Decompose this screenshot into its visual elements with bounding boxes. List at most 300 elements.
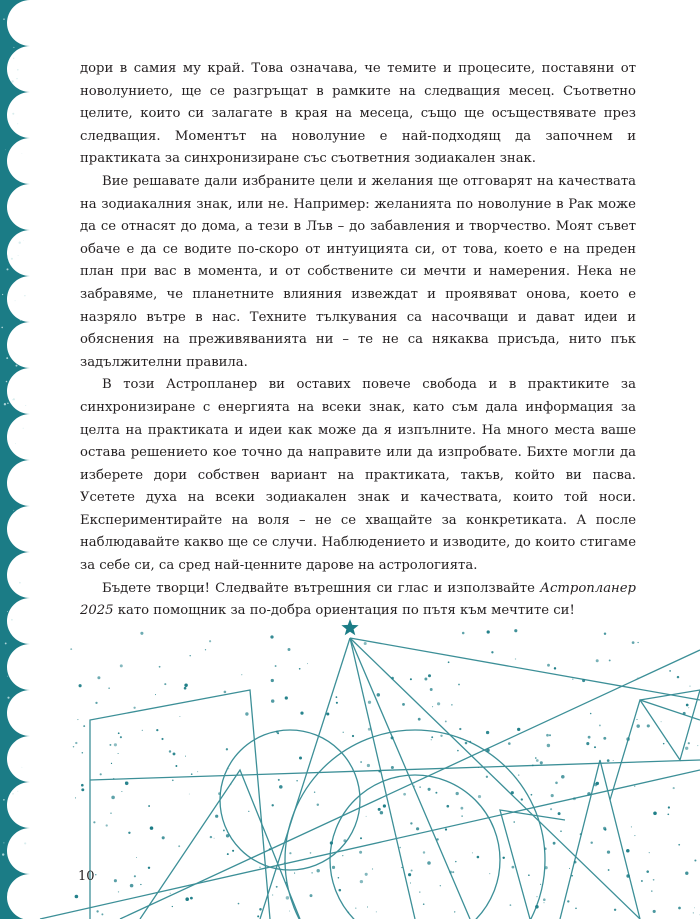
star-dot — [380, 811, 383, 814]
star-dot — [179, 716, 180, 717]
star-dot — [410, 882, 411, 883]
star-dot — [286, 896, 289, 899]
star-dot — [428, 788, 431, 791]
star-dot — [596, 659, 599, 662]
star-dot — [81, 788, 84, 791]
star-dot — [454, 911, 455, 912]
star-dot — [391, 736, 394, 739]
star-dot — [342, 855, 343, 856]
star-dot — [673, 787, 675, 789]
star-dot — [452, 871, 454, 873]
star-dot — [391, 766, 394, 769]
star-dot — [172, 779, 174, 781]
star-dot — [637, 677, 638, 678]
star-dot — [491, 651, 493, 653]
star-dot — [423, 851, 425, 853]
star-dot — [547, 664, 550, 667]
star-dot — [517, 728, 520, 731]
star-dot — [224, 691, 227, 694]
star-dot — [75, 895, 79, 899]
star-dot — [626, 737, 630, 741]
star-dot — [184, 683, 187, 686]
star-dot — [307, 663, 308, 664]
star-dot — [599, 724, 601, 726]
star-dot — [550, 808, 552, 810]
star-dot — [418, 718, 421, 721]
star-dot — [114, 743, 117, 746]
star-dot — [540, 884, 541, 885]
star-dot — [449, 871, 452, 874]
star-dot — [685, 872, 688, 875]
star-dot — [461, 807, 464, 810]
star-dot — [535, 757, 537, 759]
star-dot — [125, 782, 129, 786]
star-dot — [540, 761, 543, 764]
star-dot — [359, 851, 362, 854]
star-dot — [535, 905, 539, 909]
star-dot — [316, 869, 319, 872]
star-dot — [489, 873, 490, 874]
star-dot — [636, 724, 639, 727]
paragraph-4 — [80, 578, 636, 623]
star-dot — [653, 812, 657, 816]
paragraph-4-end: като помощник за по-добра ориентация по пътя към мечтите си! — [113, 603, 575, 619]
star-dot — [226, 834, 229, 837]
star-dot — [590, 713, 592, 715]
star-dot — [128, 832, 130, 834]
star-dot — [245, 712, 248, 715]
star-dot — [289, 852, 291, 854]
star-dot — [299, 757, 302, 760]
star-dot — [262, 835, 263, 836]
star-dot — [209, 640, 211, 642]
star-dot — [120, 736, 122, 738]
star-dot — [276, 886, 278, 888]
star-dot — [469, 741, 471, 743]
star-dot — [575, 908, 577, 910]
star-dot — [111, 763, 112, 764]
star-dot — [120, 664, 123, 667]
star-dot — [590, 841, 592, 843]
star-dot — [634, 835, 635, 836]
star-dot — [173, 752, 176, 755]
star-dot — [232, 850, 234, 852]
compass-constellation-icon — [40, 638, 700, 919]
star-dot — [106, 824, 108, 826]
star-dot — [571, 875, 573, 877]
star-dot — [93, 821, 95, 823]
star-dot — [569, 868, 570, 869]
ray-line — [350, 638, 640, 919]
star-dot — [155, 694, 156, 695]
star-dot — [170, 893, 171, 894]
star-dot — [118, 753, 119, 754]
star-dot — [572, 679, 573, 680]
star-dot — [338, 877, 340, 879]
star-dot — [574, 861, 577, 864]
star-dot — [582, 679, 585, 682]
star-dot — [609, 659, 611, 661]
star-dot — [284, 862, 286, 864]
star-dot — [596, 782, 599, 785]
star-dot — [604, 828, 606, 830]
star-dot — [514, 629, 517, 632]
ray-line — [350, 638, 700, 700]
star-dot — [189, 794, 190, 795]
star-dot — [314, 791, 315, 792]
book-title-emphasis: Астропланер 2025 — [80, 580, 636, 619]
star-dot — [448, 661, 450, 663]
star-dot — [75, 742, 77, 744]
star-dot — [184, 687, 187, 690]
star-dot — [510, 904, 512, 906]
star-dot — [113, 778, 114, 779]
triangle-shape — [560, 760, 640, 919]
star-dot — [549, 734, 551, 736]
star-dot — [402, 703, 405, 706]
star-dot — [518, 774, 519, 775]
star-dot — [226, 748, 228, 750]
star-dot — [185, 756, 186, 757]
star-dot — [632, 641, 635, 644]
star-dot — [372, 868, 373, 869]
star-dot — [164, 683, 166, 685]
star-dot — [445, 828, 447, 830]
star-dot — [408, 873, 411, 876]
star-dot — [666, 740, 668, 742]
star-dot — [653, 879, 655, 881]
star-dot — [410, 822, 412, 824]
star-dot — [543, 898, 546, 901]
star-dot — [172, 906, 173, 907]
star-dot — [437, 702, 440, 705]
star-dot — [142, 730, 143, 731]
paragraph-4-start: Бъдете творци! Следвайте вътрешния си глас и използвайте — [102, 580, 541, 596]
star-dot — [513, 821, 515, 823]
star-dot — [288, 648, 291, 651]
star-dot — [403, 793, 406, 796]
star-dot — [367, 907, 368, 908]
star-dot — [690, 686, 691, 687]
star-dot — [424, 678, 427, 681]
star-dot — [355, 908, 356, 909]
star-dot — [185, 897, 189, 901]
star-dot — [460, 738, 461, 739]
star-dot — [365, 873, 368, 876]
star-dot — [651, 890, 652, 891]
star-dot — [121, 791, 122, 792]
star-dot — [191, 773, 193, 775]
star-dot — [459, 728, 461, 730]
star-dot — [419, 786, 420, 787]
star-dot — [512, 866, 515, 869]
star-dot — [285, 696, 288, 699]
star-dot — [272, 804, 274, 806]
star-dot — [561, 775, 565, 779]
star-dot — [694, 907, 695, 908]
star-dot — [269, 848, 271, 850]
star-dot — [114, 879, 117, 882]
star-dot — [457, 750, 459, 752]
star-dot — [588, 736, 591, 739]
paragraph-2: Вие решавате дали избраните цели и желания ще отговарят на качествата на зодиакалния знак, или не. Например: желанията по новолуние в Рак може да се отнасят до дома, а тези в Лъв – до забавления и творчество. Моят съвет обаче е да се водите по-скоро от интуицията си, от това, което е на преден план при вас в момента, и от собствените си мечти и намерения. Нека не забравяме, че планетните влияния извеждат и проявяват онова, което е назряло вътре в нас. Техните тълкувания са насочващи и дават идеи и обяснения на преживяванията ни – те не са някаква присъда, нито пък задължителни правила. — [80, 173, 636, 370]
star-dot — [109, 744, 111, 746]
star-dot — [573, 797, 576, 800]
star-dot — [683, 712, 686, 715]
star-dot — [257, 915, 259, 917]
star-dot — [487, 630, 490, 633]
star-dot — [545, 866, 548, 869]
star-dot — [140, 632, 143, 635]
star-dot — [360, 837, 362, 839]
star-dot — [339, 889, 342, 892]
star-dot — [310, 852, 312, 854]
star-dot — [515, 658, 516, 659]
star-dot — [458, 684, 460, 686]
star-dot — [210, 836, 212, 838]
triangle-shape — [610, 700, 700, 800]
star-dot — [130, 884, 134, 888]
star-dot — [150, 826, 154, 830]
star-dot — [70, 648, 72, 650]
star-dot — [218, 792, 221, 795]
star-dot — [275, 665, 277, 667]
star-dot — [401, 867, 402, 868]
page-number: 10 — [78, 869, 95, 884]
compass-circle-inner — [330, 775, 500, 919]
star-dot — [646, 870, 649, 873]
star-dot — [638, 642, 639, 643]
star-dot — [416, 827, 419, 830]
star-dot — [685, 747, 688, 750]
star-dot — [77, 719, 78, 720]
star-dot — [136, 857, 137, 858]
star-dot — [215, 815, 218, 818]
star-dot — [462, 632, 465, 635]
star-dot — [653, 910, 656, 913]
star-dot — [271, 699, 274, 702]
star-dot — [431, 736, 433, 738]
star-dot — [294, 873, 295, 874]
star-dot — [608, 869, 610, 871]
star-dot — [626, 849, 630, 853]
star-dot — [647, 724, 650, 727]
star-dot — [419, 891, 420, 892]
star-dot — [159, 666, 161, 668]
star-dot — [688, 707, 689, 708]
star-dot — [693, 912, 694, 913]
star-dot — [688, 742, 690, 744]
star-dot — [544, 902, 545, 903]
star-dot — [376, 911, 377, 912]
body-text — [80, 58, 636, 623]
star-dot — [101, 913, 103, 915]
star-dot — [286, 882, 287, 883]
star-dot — [547, 744, 550, 747]
star-dot — [558, 812, 561, 815]
star-dot — [140, 884, 141, 885]
star-dot — [436, 838, 438, 840]
star-dot — [502, 857, 504, 859]
star-dot — [456, 792, 459, 795]
star-dot — [223, 829, 225, 831]
star-dot — [110, 812, 112, 814]
star-dot — [178, 845, 180, 847]
star-dot — [461, 815, 462, 816]
star-dot — [430, 688, 433, 691]
star-dot — [336, 702, 338, 704]
star-dot — [432, 706, 433, 707]
star-dot — [667, 813, 669, 815]
star-dot — [366, 816, 367, 817]
star-dot — [352, 735, 354, 737]
star-dot — [614, 909, 616, 911]
star-dot — [414, 786, 415, 787]
star-dot — [555, 782, 558, 785]
star-dot — [259, 867, 260, 868]
star-dot — [228, 768, 229, 769]
star-dot — [271, 679, 274, 682]
star-dot — [697, 745, 698, 746]
star-dot — [248, 811, 249, 812]
star-dot — [79, 684, 82, 687]
star-dot — [604, 632, 606, 634]
star-dot — [279, 785, 283, 789]
star-dot — [445, 720, 447, 722]
ray-line — [350, 638, 415, 919]
star-dot — [531, 794, 533, 796]
star-dot — [326, 712, 329, 715]
star-dot — [532, 765, 534, 767]
star-dot — [631, 826, 632, 827]
star-dot — [536, 759, 539, 762]
star-dot — [118, 891, 119, 892]
star-dot — [391, 677, 394, 680]
star-dot — [410, 678, 412, 680]
frame-shape — [90, 690, 270, 919]
triangle-shape — [500, 810, 565, 919]
star-dot — [277, 732, 279, 734]
star-dot — [440, 735, 442, 737]
star-dot — [478, 767, 479, 768]
star-dot — [278, 779, 280, 781]
star-dot — [537, 896, 538, 897]
star-dot — [95, 702, 97, 704]
star-dot — [546, 734, 549, 737]
star-dot — [431, 739, 432, 740]
star-dot — [554, 667, 556, 669]
star-dot — [465, 742, 468, 745]
star-dot — [205, 649, 206, 650]
star-dot — [272, 894, 273, 895]
star-dot — [348, 912, 349, 913]
star-dot — [81, 784, 84, 787]
star-dot — [82, 752, 84, 754]
star-dot — [296, 780, 297, 781]
star-dot — [343, 839, 346, 842]
star-dot — [95, 874, 96, 875]
star-dot — [472, 852, 473, 853]
star-dot — [649, 852, 650, 853]
star-dot — [259, 908, 262, 911]
star-dot — [190, 897, 193, 900]
star-dot — [364, 642, 367, 645]
star-dot — [560, 830, 561, 831]
star-dot — [311, 872, 312, 873]
star-dot — [661, 721, 662, 722]
star-dot — [118, 732, 120, 734]
star-dot — [678, 907, 681, 910]
star-dot — [486, 776, 488, 778]
star-dot — [511, 791, 514, 794]
diagonal-line — [120, 650, 700, 919]
star-dot — [544, 847, 547, 850]
star-dot — [367, 764, 370, 767]
star-dot — [100, 773, 102, 775]
star-dot — [73, 746, 74, 747]
star-dot — [411, 869, 413, 871]
star-dot — [567, 900, 569, 902]
star-dot — [378, 770, 380, 772]
star-dot — [368, 701, 371, 704]
star-dot — [669, 670, 671, 672]
star-dot — [238, 903, 240, 905]
star-dot — [440, 885, 441, 886]
star-dot — [332, 866, 335, 869]
star-dot — [586, 742, 589, 745]
star-dot — [108, 687, 109, 688]
star-dot — [553, 842, 556, 845]
diagonal-line — [40, 770, 700, 919]
star-dot — [686, 704, 689, 707]
star-dot — [148, 867, 150, 869]
star-dot — [368, 728, 371, 731]
star-dot — [360, 880, 363, 883]
star-dot — [435, 792, 437, 794]
star-dot — [383, 804, 386, 807]
star-dot — [478, 795, 481, 798]
star-dot — [377, 693, 380, 696]
star-dot — [428, 674, 431, 677]
star-dot — [289, 911, 290, 912]
star-dot — [399, 847, 401, 849]
star-dot — [508, 742, 511, 745]
star-dot — [75, 797, 76, 798]
paragraph-1: дори в самия му край. Това означава, че темите и процесите, поставяни от новолунието, ще се разгръщат в рамките на следващия месец. Съответно целите, които си залагате в края на месеца, също ще осъществявате през следващия. Моментът на новолуние е най-подходящ да започнем и практиката за синхронизиране със съответния зодиакален знак. — [80, 61, 636, 167]
star-dot — [551, 794, 554, 797]
star-dot — [169, 750, 171, 752]
star-dot — [299, 668, 301, 670]
star-dot — [607, 759, 610, 762]
star-dot — [161, 738, 163, 740]
star-dot — [641, 880, 643, 882]
star-dot — [317, 803, 319, 805]
star-dot — [134, 875, 136, 877]
star-dot — [423, 903, 425, 905]
star-dot — [189, 655, 190, 656]
star-dot — [613, 760, 614, 761]
star-dot — [636, 719, 637, 720]
star-dot — [300, 712, 303, 715]
star-dot — [486, 731, 489, 734]
star-dot — [603, 737, 606, 740]
star-dot — [175, 765, 177, 767]
star-dot — [97, 676, 100, 679]
star-dot — [446, 805, 449, 808]
star-dot — [668, 806, 670, 808]
star-dot — [477, 856, 480, 859]
star-dot — [133, 707, 135, 709]
